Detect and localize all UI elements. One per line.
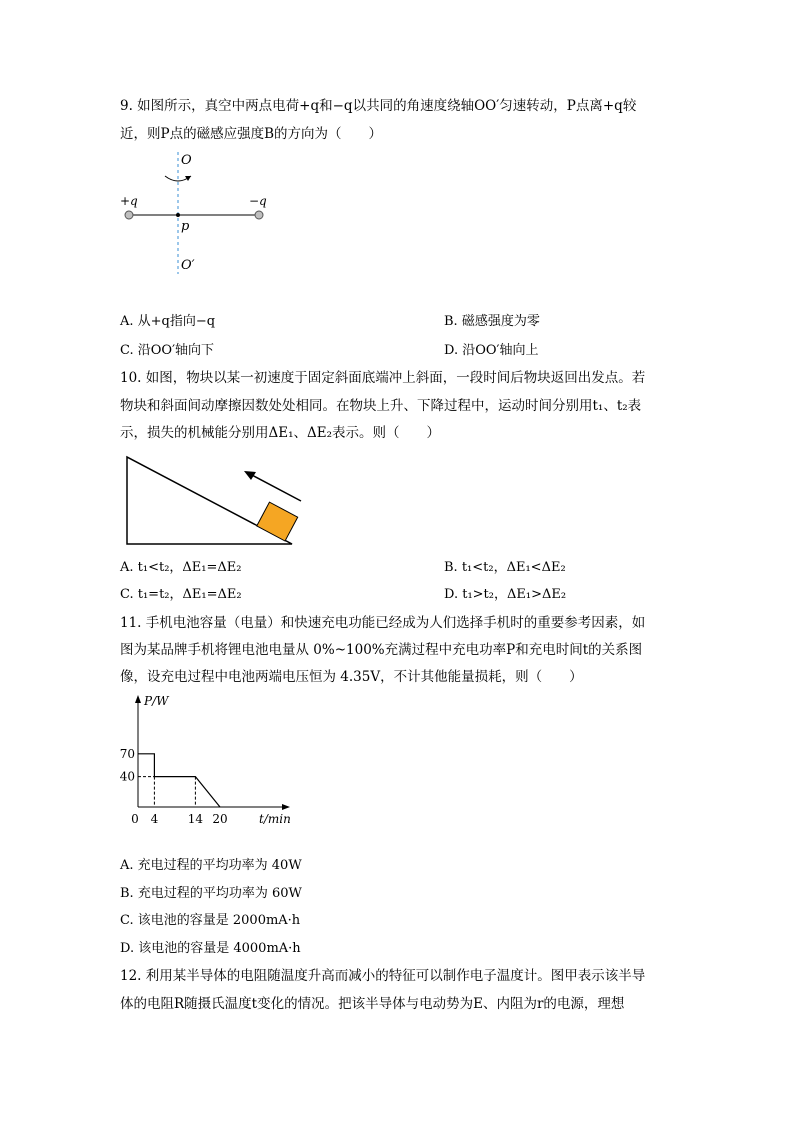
q9-rotation-figure xyxy=(115,148,285,278)
negative-charge-ball xyxy=(255,211,263,219)
q11-option-b[interactable]: B. 充电过程的平均功率为 60W xyxy=(120,886,302,901)
positive-charge-ball xyxy=(125,211,133,219)
label-O-prime: O′ xyxy=(181,258,195,273)
q10-stem-line-2: 物块和斜面间动摩擦因数处处相同。在物块上升、下降过程中，运动时间分别用t₁、t₂表 xyxy=(120,398,642,414)
q10-option-a[interactable]: A. t₁<t₂，ΔE₁=ΔE₂ xyxy=(120,560,242,575)
x-tick-label-14: 14 xyxy=(187,812,204,826)
q10-option-d[interactable]: D. t₁>t₂，ΔE₁>ΔE₂ xyxy=(444,587,567,602)
q10-stem-line-3: 示，损失的机械能分别用ΔE₁、ΔE₂表示。则（ ） xyxy=(120,425,441,441)
q11-power-time-chart xyxy=(118,692,298,832)
q9-option-d[interactable]: D. 沿OO′轴向上 xyxy=(444,343,539,358)
y-axis-label: P/W xyxy=(144,694,169,708)
power-series-line xyxy=(138,754,220,807)
q9-stem-line-1: 9. 如图所示，真空中两点电荷+q和−q以共同的角速度绕轴OO′匀速转动，P点离+q较 xyxy=(120,98,637,114)
label-p: p xyxy=(181,219,190,234)
q9-option-b[interactable]: B. 磁感强度为零 xyxy=(444,314,540,329)
q9-option-a[interactable]: A. 从+q指向−q xyxy=(120,314,216,329)
q11-stem-line-3: 像，设充电过程中电池两端电压恒为 4.35V，不计其他能量损耗，则（ ） xyxy=(120,669,583,685)
q11-option-a[interactable]: A. 充电过程的平均功率为 40W xyxy=(120,858,302,873)
label-minus-q: −q xyxy=(249,194,267,208)
q9-stem-line-2: 近，则P点的磁感应强度B的方向为（ ） xyxy=(120,126,383,142)
q9-option-c[interactable]: C. 沿OO′轴向下 xyxy=(120,343,215,358)
point-p-dot xyxy=(176,213,180,217)
label-O: O xyxy=(181,153,192,168)
q12-stem-line-2: 体的电阻R随摄氏温度t变化的情况。把该半导体与电动势为E、内阻为r的电源，理想 xyxy=(120,996,625,1012)
q10-stem-line-1: 10. 如图，物块以某一初速度于固定斜面底端冲上斜面，一段时间后物块返回出发点。若 xyxy=(120,370,646,386)
q12-stem-line-1: 12. 利用某半导体的电阻随温度升高而减小的特征可以制作电子温度计。图甲表示该半导 xyxy=(120,968,646,984)
x-tick-label-4: 4 xyxy=(150,812,159,826)
q11-option-d[interactable]: D. 该电池的容量是 4000mA·h xyxy=(120,941,301,956)
sliding-block xyxy=(257,502,298,541)
y-tick-label-40: 40 xyxy=(119,769,135,784)
y-tick-label-70: 70 xyxy=(119,746,135,761)
rotation-arrow-head-icon xyxy=(185,176,191,181)
motion-arrow-icon xyxy=(250,474,301,501)
q11-stem-line-2: 图为某品牌手机将锂电池电量从 0%~100%充满过程中充电功率P和充电时间t的关系图 xyxy=(120,642,643,658)
q10-option-c[interactable]: C. t₁=t₂，ΔE₁=ΔE₂ xyxy=(120,587,242,602)
q11-option-c[interactable]: C. 该电池的容量是 2000mA·h xyxy=(120,913,301,928)
q10-option-b[interactable]: B. t₁<t₂，ΔE₁<ΔE₂ xyxy=(444,560,566,575)
y-axis-arrow-icon xyxy=(135,695,141,703)
q11-stem-line-1: 11. 手机电池容量（电量）和快速充电功能已经成为人们选择手机时的重要参考因素，如 xyxy=(120,615,646,631)
q10-incline-figure xyxy=(120,450,310,550)
x-tick-label-0: 0 xyxy=(131,812,139,826)
label-plus-q: +q xyxy=(120,194,138,208)
x-tick-label-20: 20 xyxy=(212,812,228,826)
x-axis-arrow-icon xyxy=(282,804,290,810)
x-axis-label: t/min xyxy=(259,812,291,826)
